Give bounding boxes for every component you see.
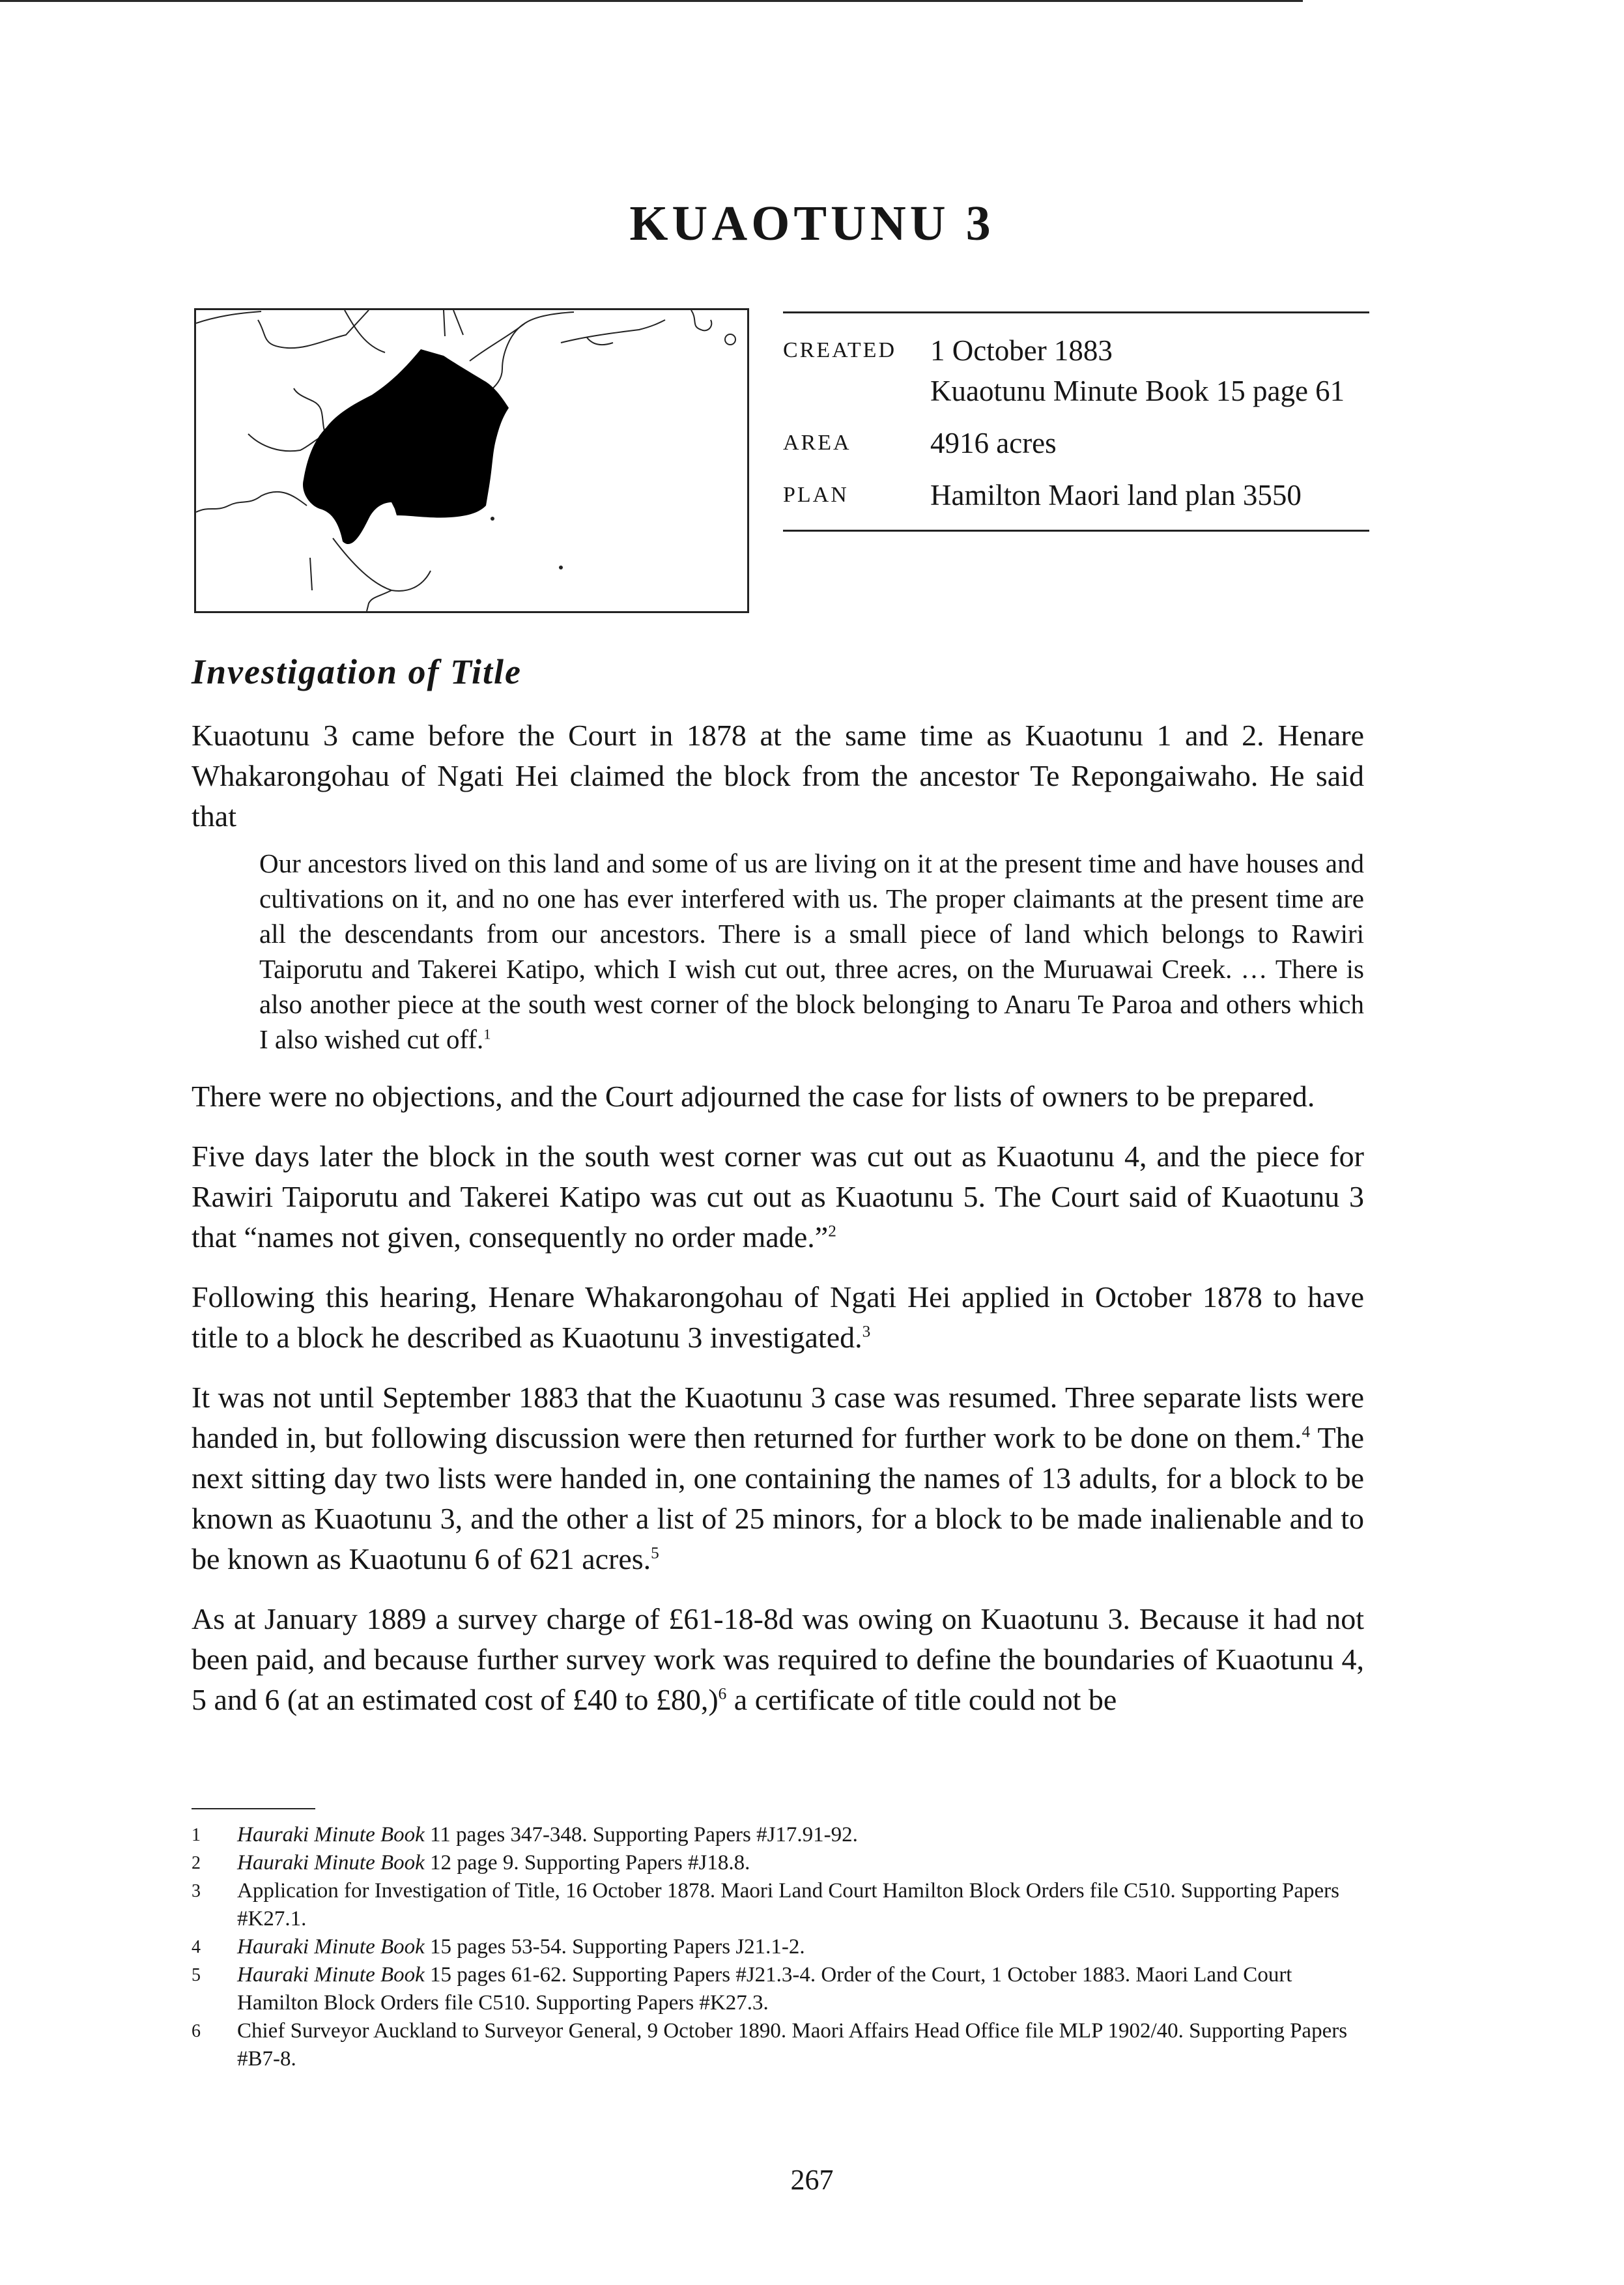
block-quote	[259, 846, 1364, 1057]
paragraph	[192, 1277, 1364, 1358]
top-border-rule	[0, 0, 1303, 2]
paragraph-text: a certificate of title could not be	[726, 1683, 1117, 1716]
footnote-ref: 3	[862, 1322, 871, 1341]
page-title: KUAOTUNU 3	[629, 196, 995, 251]
footnote-text	[237, 1821, 1364, 1849]
footnote	[192, 1821, 1364, 1849]
footnote-number: 2	[192, 1853, 201, 1873]
footnote-title: Hauraki Minute Book	[237, 1935, 425, 1959]
plan-row	[783, 475, 1369, 515]
footnote-number: 3	[192, 1881, 201, 1901]
footnote-detail: 12 page 9. Supporting Papers #J18.8.	[424, 1851, 750, 1875]
footnote-ref: 4	[1302, 1422, 1311, 1441]
footnote	[192, 1877, 1364, 1933]
paragraph	[192, 1599, 1364, 1720]
footnote	[192, 1933, 1364, 1961]
footnote-ref: 5	[651, 1544, 659, 1562]
section-heading: Investigation of Title	[192, 652, 522, 691]
footnote-ref: 1	[483, 1026, 491, 1042]
kuaotunu-3-block	[303, 349, 509, 544]
block-map-figure	[196, 310, 747, 611]
created-source: Kuaotunu Minute Book 15 page 61	[930, 375, 1345, 407]
footnote	[192, 2017, 1364, 2073]
area-row	[783, 423, 1369, 463]
paragraph-text: There were no objections, and the Court adjourned the case for lists of owners to be prepared.	[192, 1080, 1315, 1113]
footnote-number: 6	[192, 2021, 201, 2041]
footnote-rule	[192, 1808, 315, 1809]
paragraph-text: It was not until September 1883 that the Kuaotunu 3 case was resumed. Three separate lists were handed in, but following discussion were then returned for further work to be done on them.	[192, 1381, 1364, 1454]
footnote-title: Hauraki Minute Book	[237, 1851, 425, 1875]
body-text	[192, 715, 1364, 1740]
area-value: 4916 acres	[930, 427, 1057, 459]
footnote-text	[237, 1877, 1364, 1933]
footnote-detail: Chief Surveyor Auckland to Surveyor General, 9 October 1890. Maori Affairs Head Office file MLP 1902/40. Supporting Papers #B7-8.	[237, 2019, 1348, 2071]
footnote-number: 5	[192, 1965, 201, 1985]
footnote	[192, 1961, 1364, 2017]
paragraph	[192, 1076, 1364, 1117]
footnote-text	[237, 1961, 1364, 2017]
plan-label: PLAN	[783, 483, 849, 507]
created-value	[930, 330, 1345, 411]
plan-value: Hamilton Maori land plan 3550	[930, 479, 1302, 511]
footnote-number: 4	[192, 1937, 201, 1957]
footnotes	[192, 1821, 1364, 2073]
created-row	[783, 330, 1369, 411]
paragraph-text: Kuaotunu 3 came before the Court in 1878 at the same time as Kuaotunu 1 and 2. Henare Whakarongohau of Ngati Hei claimed the block from the ancestor Te Repongaiwaho. He said that	[192, 719, 1364, 833]
paragraph-text: The next sitting day two lists were handed in, one containing the names of 13 adults, for a block to be known as Kuaotunu 3, and the other a list of 25 minors, for a block to be made inalienable and to be known as Kuaotunu 6 of 621 acres.	[192, 1421, 1364, 1575]
block-info-table	[783, 311, 1369, 532]
paragraph-text: Following this hearing, Henare Whakarongohau of Ngati Hei applied in October 1878 to have title to a block he described as Kuaotunu 3 investigated.	[192, 1280, 1364, 1354]
paragraph-text: Five days later the block in the south west corner was cut out as Kuaotunu 4, and the piece for Rawiri Taiporutu and Takerei Katipo was cut out as Kuaotunu 5. The Court said of Kuaotunu 3 that “names not given, consequently no order made.”	[192, 1140, 1364, 1254]
page-number: 267	[790, 2164, 834, 2196]
footnote-text	[237, 1849, 1364, 1877]
footnote-number: 1	[192, 1825, 201, 1845]
location-map	[194, 308, 749, 613]
paragraph	[192, 715, 1364, 837]
footnote-ref: 6	[718, 1684, 727, 1703]
footnote-detail: 15 pages 53-54. Supporting Papers J21.1-2.	[424, 1935, 805, 1959]
footnote-title: Hauraki Minute Book	[237, 1823, 425, 1847]
footnote-detail: 11 pages 347-348. Supporting Papers #J17.91-92.	[424, 1823, 858, 1847]
paragraph	[192, 1377, 1364, 1579]
footnote-detail: Application for Investigation of Title, 16 October 1878. Maori Land Court Hamilton Block Orders file C510. Supporting Papers #K27.1.	[237, 1879, 1339, 1931]
paragraph	[192, 1136, 1364, 1257]
footnote-text	[237, 2017, 1364, 2073]
footnote-title: Hauraki Minute Book	[237, 1963, 425, 1987]
footnote-text	[237, 1933, 1364, 1961]
created-label: CREATED	[783, 338, 896, 362]
footnote	[192, 1849, 1364, 1877]
quote-text: Our ancestors lived on this land and some of us are living on it at the present time and have houses and cultivations on it, and no one has ever interfered with us. The proper claimants at the present time are all the descendants from our ancestors. There is a small piece of land which belongs to Rawiri Taiporutu and Takerei Katipo, which I wish cut out, three acres, on the Muruawai Creek. … There is also another piece at the south west corner of the block belonging to Anaru Te Paroa and others which I also wished cut off.	[259, 848, 1364, 1054]
footnote-detail: 15 pages 61-62. Supporting Papers #J21.3-4. Order of the Court, 1 October 1883. Maori Land Court Hamilton Block Orders file C510. Supporting Papers #K27.3.	[237, 1963, 1292, 2015]
footnote-ref: 2	[828, 1222, 836, 1241]
area-label: AREA	[783, 431, 851, 455]
created-date: 1 October 1883	[930, 334, 1113, 367]
paragraph-text: As at January 1889 a survey charge of £61-18-8d was owing on Kuaotunu 3. Because it had not been paid, and because further survey work was required to define the boundaries of Kuaotunu 4, 5 and 6 (at an estimated cost of £40 to £80,)	[192, 1602, 1364, 1716]
